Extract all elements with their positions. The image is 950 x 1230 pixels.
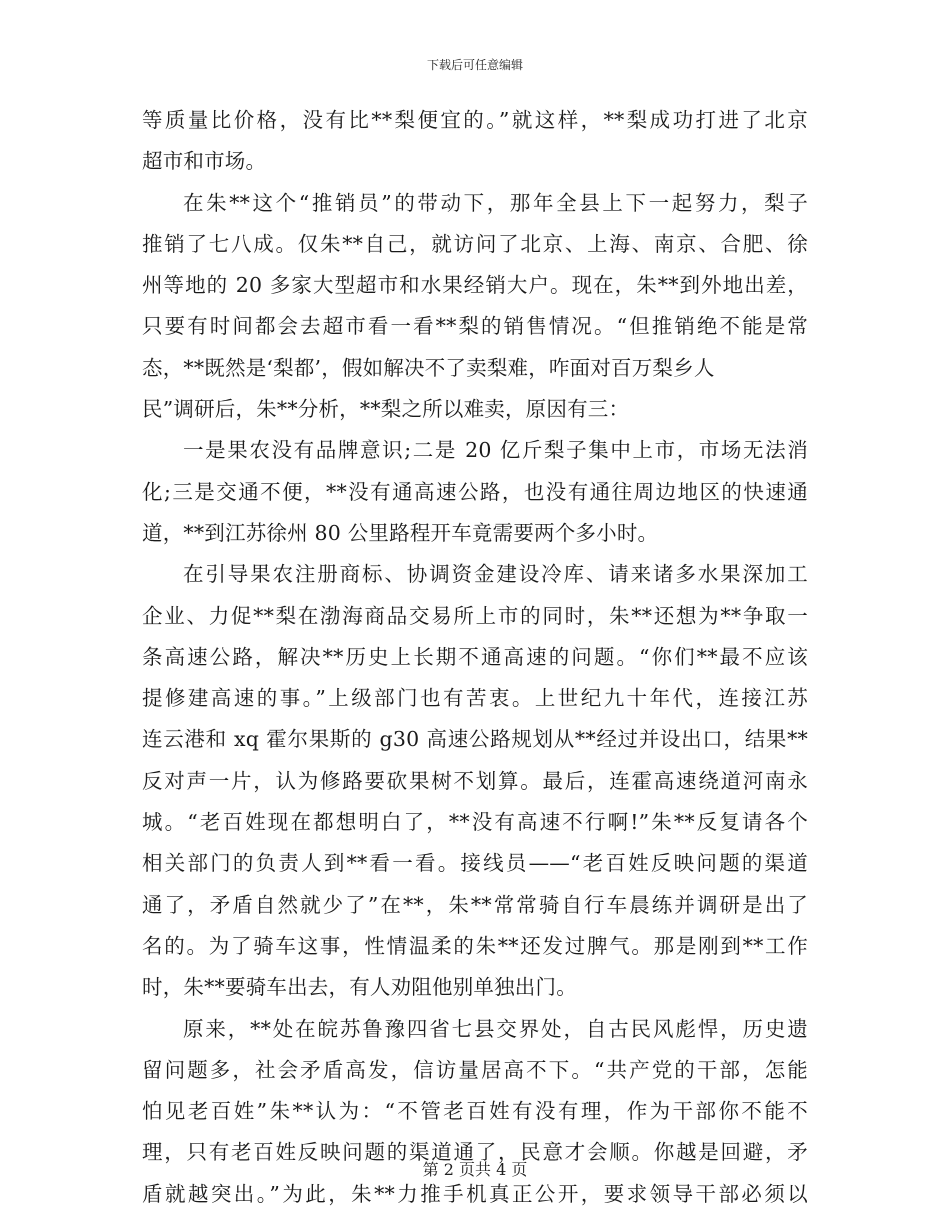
text-line: 盾就越突出。”为此，朱**力推手机真正公开，要求领导干部必须以 bbox=[142, 1181, 808, 1206]
text-line: 条高速公路，解决**历史上长期不通高速的问题。“你们**最不应该 bbox=[142, 644, 808, 669]
text-line: 通了，矛盾自然就少了”在**，朱**常常骑自行车晨练并调研是出了 bbox=[142, 892, 808, 917]
text-line: 原来，**处在皖苏鲁豫四省七县交界处，自古民风彪悍，历史遗 bbox=[183, 1016, 808, 1041]
text-line: 态，**既然是‘梨都’，假如解决不了卖梨难，咋面对百万梨乡人 bbox=[142, 355, 715, 380]
page-header: 下载后可任意编辑 bbox=[426, 58, 523, 72]
text-line: 名的。为了骑车这事，性情温柔的朱**还发过脾气。那是刚到**工作 bbox=[142, 933, 808, 958]
text-line: 反对声一片，认为修路要砍果树不划算。最后，连霍高速绕道河南永 bbox=[142, 768, 808, 793]
text-line: 留问题多，社会矛盾高发，信访量居高不下。“共产党的干部，怎能 bbox=[142, 1057, 808, 1082]
text-line: 超市和市场。 bbox=[142, 149, 267, 174]
text-line: 道，**到江苏徐州 80 公里路程开车竟需要两个多小时。 bbox=[142, 520, 659, 545]
page-footer: 第 2 页共 4 页 bbox=[422, 1160, 528, 1179]
text-line: 城。“老百姓现在都想明白了，**没有高速不行啊!”朱**反复请各个 bbox=[142, 810, 808, 835]
text-line: 理，只有老百姓反映问题的渠道通了，民意才会顺。你越是回避，矛 bbox=[142, 1140, 808, 1165]
text-line: 提修建高速的事。”上级部门也有苦衷。上世纪九十年代，连接江苏 bbox=[142, 686, 808, 711]
text-line: 化;三是交通不便，**没有通高速公路，也没有通往周边地区的快速通 bbox=[142, 479, 808, 504]
text-line: 在朱**这个“推销员”的带动下，那年全县上下一起努力，梨子 bbox=[183, 190, 808, 215]
text-line: 怕见老百姓”朱**认为：“不管老百姓有没有理，作为干部你不能不 bbox=[142, 1099, 808, 1124]
text-line: 州等地的 20 多家大型超市和水果经销大户。现在，朱**到外地出差， bbox=[142, 273, 808, 298]
text-line: 等质量比价格，没有比**梨便宜的。”就这样，**梨成功打进了北京 bbox=[142, 108, 808, 132]
text-line: 民”调研后，朱**分析，**梨之所以难卖，原因有三： bbox=[142, 397, 630, 422]
text-line: 推销了七八成。仅朱**自己，就访问了北京、上海、南京、合肥、徐 bbox=[142, 231, 808, 256]
text-line: 一是果农没有品牌意识;二是 20 亿斤梨子集中上市，市场无法消 bbox=[183, 438, 808, 463]
text-line: 企业、力促**梨在渤海商品交易所上市的同时，朱**还想为**争取一 bbox=[142, 603, 808, 628]
text-line: 连云港和 xq 霍尔果斯的 g30 高速公路规划从**经过并设出口，结果** bbox=[142, 727, 808, 752]
text-line: 只要有时间都会去超市看一看**梨的销售情况。“但推销绝不能是常 bbox=[142, 314, 808, 339]
text-line: 时，朱**要骑车出去，有人劝阻他别单独出门。 bbox=[142, 975, 577, 1000]
document-body bbox=[142, 100, 808, 1215]
text-line: 在引导果农注册商标、协调资金建设冷库、请来诸多水果深加工 bbox=[183, 562, 808, 587]
text-line: 相关部门的负责人到**看一看。接线员——“老百姓反映问题的渠道 bbox=[142, 851, 808, 876]
